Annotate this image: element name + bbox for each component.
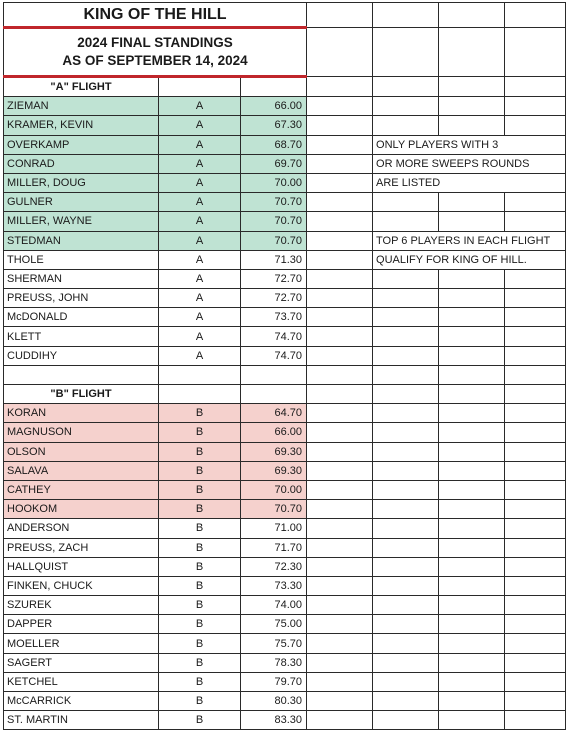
empty-cell [307,538,373,557]
player-row [4,346,566,365]
empty-cell [439,711,505,730]
player-row [4,500,566,519]
empty-cell [439,672,505,691]
empty-cell [307,423,373,442]
empty-cell [439,116,505,135]
player-row [4,231,566,250]
player-flight: B [159,672,241,691]
empty-cell [307,480,373,499]
empty-cell [159,365,241,384]
empty-cell [439,77,505,97]
player-flight: B [159,404,241,423]
empty-cell [439,193,505,212]
empty-cell [439,480,505,499]
empty-cell [307,653,373,672]
empty-cell [505,97,566,116]
player-name: SZUREK [4,596,159,615]
empty-cell [307,557,373,576]
empty-cell [439,442,505,461]
player-flight: B [159,500,241,519]
empty-cell [307,365,373,384]
player-row [4,634,566,653]
empty-cell [307,212,373,231]
flight-header-row [4,77,566,97]
player-score: 74.70 [241,327,307,346]
player-name: KLETT [4,327,159,346]
player-row [4,404,566,423]
empty-cell [373,576,439,595]
player-score: 68.70 [241,135,307,154]
player-name: McCARRICK [4,692,159,711]
sheet-title: KING OF THE HILL [4,3,307,28]
player-flight: B [159,576,241,595]
player-name: CONRAD [4,154,159,173]
player-row [4,269,566,288]
empty-cell [439,97,505,116]
player-score: 67.30 [241,116,307,135]
empty-cell [373,557,439,576]
player-score: 80.30 [241,692,307,711]
player-flight: B [159,596,241,615]
player-name: McDONALD [4,308,159,327]
player-name: GULNER [4,193,159,212]
player-row [4,672,566,691]
empty-cell [373,193,439,212]
player-name: ANDERSON [4,519,159,538]
empty-cell [505,692,566,711]
player-score: 66.00 [241,423,307,442]
player-row [4,615,566,634]
player-name: DAPPER [4,615,159,634]
empty-cell [505,346,566,365]
empty-cell [373,480,439,499]
empty-cell [439,289,505,308]
subtitle-line-2: AS OF SEPTEMBER 14, 2024 [62,53,248,68]
empty-cell [307,135,373,154]
empty-cell [439,212,505,231]
empty-cell [505,500,566,519]
player-flight: A [159,250,241,269]
player-score: 73.30 [241,576,307,595]
empty-cell [439,423,505,442]
note-text: ONLY PLAYERS WITH 3 [373,135,566,154]
empty-cell [439,269,505,288]
empty-cell [373,269,439,288]
empty-cell [241,365,307,384]
player-score: 75.70 [241,634,307,653]
player-row [4,193,566,212]
player-name: KORAN [4,404,159,423]
player-flight: B [159,692,241,711]
empty-cell [307,461,373,480]
player-score: 71.30 [241,250,307,269]
player-flight: B [159,461,241,480]
player-score: 83.30 [241,711,307,730]
empty-cell [307,269,373,288]
empty-cell [505,385,566,404]
empty-cell [439,538,505,557]
player-flight: B [159,615,241,634]
player-name: OLSON [4,442,159,461]
player-flight: B [159,653,241,672]
player-row [4,596,566,615]
empty-cell [307,308,373,327]
empty-cell [307,672,373,691]
player-row [4,250,566,269]
flight-header-row [4,385,566,404]
subtitle-line-1: 2024 FINAL STANDINGS [77,35,233,50]
empty-cell [505,672,566,691]
player-score: 70.70 [241,231,307,250]
empty-cell [307,346,373,365]
player-score: 78.30 [241,653,307,672]
player-row [4,308,566,327]
empty-cell [307,385,373,404]
player-score: 75.00 [241,615,307,634]
player-name: KRAMER, KEVIN [4,116,159,135]
empty-cell [505,615,566,634]
player-row [4,557,566,576]
empty-cell [373,327,439,346]
empty-cell [439,461,505,480]
player-flight: B [159,711,241,730]
player-name: MILLER, DOUG [4,173,159,192]
empty-cell [307,500,373,519]
empty-cell [307,231,373,250]
player-name: PREUSS, JOHN [4,289,159,308]
empty-cell [505,519,566,538]
empty-cell [307,692,373,711]
player-flight: A [159,212,241,231]
flight-label: "A" FLIGHT [4,77,159,97]
empty-cell [505,423,566,442]
player-row [4,154,566,173]
player-flight: A [159,308,241,327]
player-flight: A [159,116,241,135]
empty-cell [505,576,566,595]
player-name: STEDMAN [4,231,159,250]
empty-cell [307,596,373,615]
empty-cell [505,538,566,557]
player-row [4,212,566,231]
empty-cell [373,442,439,461]
empty-cell [373,672,439,691]
empty-cell [505,653,566,672]
player-flight: A [159,327,241,346]
player-score: 69.70 [241,154,307,173]
empty-cell [307,289,373,308]
player-row [4,653,566,672]
player-flight: A [159,97,241,116]
empty-cell [505,480,566,499]
note-text: OR MORE SWEEPS ROUNDS [373,154,566,173]
player-flight: A [159,173,241,192]
empty-cell [307,154,373,173]
player-row [4,576,566,595]
empty-cell [307,97,373,116]
empty-cell [439,346,505,365]
empty-cell [373,365,439,384]
empty-cell [307,634,373,653]
empty-cell [505,289,566,308]
empty-cell [373,116,439,135]
empty-cell [439,385,505,404]
empty-cell [439,634,505,653]
empty-cell [505,193,566,212]
empty-cell [373,212,439,231]
note-text: QUALIFY FOR KING OF HILL. [373,250,566,269]
player-row [4,173,566,192]
player-flight: B [159,480,241,499]
player-row [4,461,566,480]
player-flight: B [159,557,241,576]
blank-row [4,365,566,384]
player-row [4,538,566,557]
empty-cell [439,365,505,384]
empty-cell [505,711,566,730]
empty-cell [439,404,505,423]
player-flight: A [159,154,241,173]
empty-cell [439,576,505,595]
player-name: MILLER, WAYNE [4,212,159,231]
empty-cell [307,193,373,212]
player-name: KETCHEL [4,672,159,691]
player-flight: B [159,538,241,557]
note-text: ARE LISTED [373,173,566,192]
empty-cell [505,327,566,346]
empty-cell [373,634,439,653]
empty-cell [439,615,505,634]
empty-cell [307,173,373,192]
player-flight: B [159,519,241,538]
empty-cell [241,77,307,97]
empty-cell [241,385,307,404]
player-row [4,327,566,346]
empty-cell [4,365,159,384]
empty-cell [439,557,505,576]
empty-cell [373,97,439,116]
empty-cell [307,116,373,135]
empty-cell [439,327,505,346]
sheet-subtitle [4,28,307,77]
empty-cell [307,711,373,730]
empty-cell [373,653,439,672]
empty-cell [307,250,373,269]
player-flight: B [159,423,241,442]
player-row [4,442,566,461]
empty-cell [439,308,505,327]
player-name: HOOKOM [4,500,159,519]
empty-cell [307,615,373,634]
player-flight: B [159,634,241,653]
player-score: 72.70 [241,269,307,288]
player-name: MAGNUSON [4,423,159,442]
player-score: 70.00 [241,173,307,192]
empty-cell [373,519,439,538]
empty-cell [307,404,373,423]
empty-cell [307,327,373,346]
empty-cell [505,596,566,615]
player-score: 70.70 [241,193,307,212]
player-name: SAGERT [4,653,159,672]
player-row [4,135,566,154]
player-name: SALAVA [4,461,159,480]
player-name: MOELLER [4,634,159,653]
empty-cell [373,289,439,308]
empty-cell [373,461,439,480]
player-flight: B [159,442,241,461]
player-name: CUDDIHY [4,346,159,365]
empty-cell [373,596,439,615]
empty-cell [505,634,566,653]
player-name: ST. MARTIN [4,711,159,730]
player-row [4,116,566,135]
player-row [4,480,566,499]
empty-cell [159,385,241,404]
player-name: THOLE [4,250,159,269]
player-row [4,711,566,730]
player-score: 71.70 [241,538,307,557]
empty-cell [439,692,505,711]
player-score: 79.70 [241,672,307,691]
empty-cell [505,404,566,423]
empty-cell [505,365,566,384]
empty-cell [439,500,505,519]
empty-cell [373,346,439,365]
player-score: 72.30 [241,557,307,576]
empty-cell [373,615,439,634]
empty-cell [373,711,439,730]
empty-cell [307,519,373,538]
empty-cell [505,212,566,231]
empty-cell [439,519,505,538]
player-score: 73.70 [241,308,307,327]
player-score: 70.00 [241,480,307,499]
empty-cell [159,77,241,97]
player-name: FINKEN, CHUCK [4,576,159,595]
empty-cell [505,557,566,576]
empty-cell [373,500,439,519]
player-name: SHERMAN [4,269,159,288]
empty-cell [505,442,566,461]
empty-cell [505,308,566,327]
player-row [4,692,566,711]
empty-cell [373,385,439,404]
empty-cell [439,653,505,672]
empty-cell [439,596,505,615]
player-score: 71.00 [241,519,307,538]
empty-cell [505,77,566,97]
note-text: TOP 6 PLAYERS IN EACH FLIGHT [373,231,566,250]
player-row [4,97,566,116]
player-flight: A [159,231,241,250]
player-row [4,423,566,442]
empty-cell [307,442,373,461]
player-score: 64.70 [241,404,307,423]
player-name: ZIEMAN [4,97,159,116]
empty-cell [505,116,566,135]
player-score: 69.30 [241,461,307,480]
empty-cell [505,269,566,288]
player-name: PREUSS, ZACH [4,538,159,557]
player-name: OVERKAMP [4,135,159,154]
empty-cell [307,576,373,595]
standings-table [3,2,566,730]
flight-label: "B" FLIGHT [4,385,159,404]
empty-cell [373,308,439,327]
empty-cell [505,461,566,480]
player-name: HALLQUIST [4,557,159,576]
player-score: 66.00 [241,97,307,116]
empty-cell [373,77,439,97]
player-score: 70.70 [241,212,307,231]
player-score: 74.70 [241,346,307,365]
player-flight: A [159,346,241,365]
player-flight: A [159,135,241,154]
empty-cell [373,404,439,423]
player-score: 72.70 [241,289,307,308]
player-flight: A [159,193,241,212]
player-flight: A [159,289,241,308]
player-score: 70.70 [241,500,307,519]
empty-cell [373,423,439,442]
player-row [4,289,566,308]
player-score: 74.00 [241,596,307,615]
player-score: 69.30 [241,442,307,461]
empty-cell [373,692,439,711]
player-flight: A [159,269,241,288]
empty-cell [307,77,373,97]
player-row [4,519,566,538]
player-name: CATHEY [4,480,159,499]
empty-cell [373,538,439,557]
